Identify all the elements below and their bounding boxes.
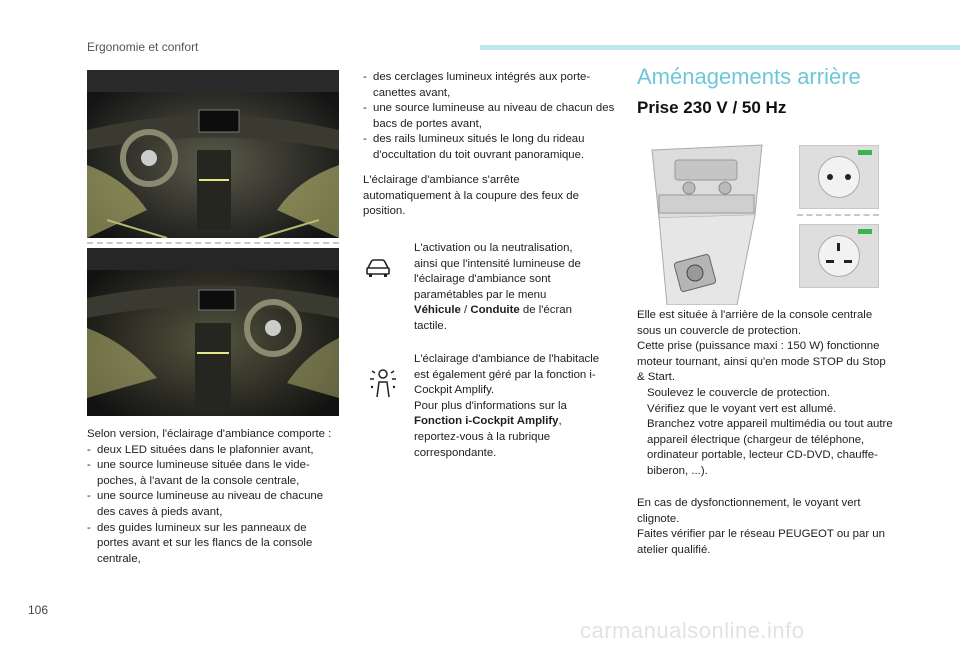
- ambient-lighting-intro: Selon version, l'éclairage d'ambiance comporte :: [87, 428, 332, 440]
- socket-led-indicator: [858, 150, 872, 155]
- list-item: - une source lumineuse située dans le vide-poches, à l'avant de la console centrale,: [87, 459, 310, 487]
- left-column-text: [87, 427, 339, 567]
- auto-off-note: L'éclairage d'ambiance s'arrête automatiquement à la coupure des feux de position.: [363, 174, 579, 218]
- list-item: - des cerclages lumineux intégrés aux porte-canettes avant,: [363, 71, 591, 99]
- step-item: Vérifiez que le voyant vert est allumé.: [647, 402, 837, 415]
- uk-socket-face: [818, 235, 860, 277]
- list-item: - une source lumineuse au niveau de chacune des caves à pieds avant,: [87, 490, 324, 518]
- person-cockpit-icon: [368, 365, 398, 399]
- list-item: - une source lumineuse au niveau de chacun des bacs de portes avant,: [363, 102, 615, 130]
- dashboard-photo-rhd: [87, 248, 339, 416]
- photo-divider: [87, 242, 339, 244]
- socket-divider: [797, 214, 879, 216]
- section-header: Ergonomie et confort: [87, 40, 199, 54]
- section-title: Aménagements arrière: [637, 64, 861, 89]
- menu-setting-note: L'activation ou la neutralisation, ainsi que l'intensité lumineuse de l'éclairage d'ambiance sont paramétables par le menu Véhicule / Conduite de l'écran tactile.: [414, 242, 581, 332]
- socket-pin-hole: [827, 174, 833, 180]
- amplify-note: L'éclairage d'ambiance de l'habitacle est également géré par la fonction i-Cockpit Amplify. Pour plus d'informations sur la Fonction i-Cockpit Amplify, reportez-vous à la rubrique correspondante.: [414, 353, 600, 459]
- list-item: - deux LED situées dans le plafonnier avant,: [87, 443, 314, 456]
- socket-cover-uk: [799, 224, 879, 288]
- list-item: - des guides lumineux sur les panneaux de portes avant et sur les flancs de la console centrale,: [87, 521, 313, 565]
- header-accent-bar: [480, 45, 960, 50]
- socket-pin-hole: [845, 174, 851, 180]
- page-number: 106: [28, 603, 49, 617]
- subtitle: Prise 230 V / 50 Hz: [637, 98, 787, 117]
- watermark: carmanualsonline.info: [580, 618, 805, 643]
- step-item: Soulevez le couvercle de protection.: [647, 386, 830, 399]
- socket-pin-slot: [844, 260, 852, 263]
- schuko-socket-face: [818, 156, 860, 198]
- socket-description: Elle est située à l'arrière de la console centrale sous un couvercle de protection. Cette prise (puissance maxi : 150 W) fonctionne moteur tournant, ainsi qu'en mode STOP du Stop & Start. Soulevez le couvercle de protection. Vérifiez que le voyant vert est allumé. Branchez votre appareil multimédia ou tout autre appareil électrique (chargeur de téléphone, ordinateur portable, lecteur CD-DVD, chauffe-biberon, ...).: [637, 308, 893, 480]
- dashboard-photo-lhd: [87, 70, 339, 238]
- step-item: Branchez votre appareil multimédia ou tout autre appareil électrique (chargeur de téléphone, ordinateur portable, lecteur CD-DVD, chauffe-biberon, ...).: [647, 418, 893, 477]
- socket-pin-slot: [837, 243, 840, 251]
- rear-console-illustration: [637, 140, 787, 305]
- car-icon: [363, 252, 393, 282]
- socket-cover-closed: [799, 145, 879, 209]
- list-item: - des rails lumineux situés le long du rideau d'occultation du toit ouvrant panoramique.: [363, 133, 585, 161]
- socket-led-indicator: [858, 229, 872, 234]
- malfunction-note: En cas de dysfonctionnement, le voyant vert clignote. Faites vérifier par le réseau PEUGEOT ou par un atelier qualifié.: [637, 497, 885, 556]
- middle-column-list: [363, 70, 615, 164]
- socket-pin-slot: [826, 260, 834, 263]
